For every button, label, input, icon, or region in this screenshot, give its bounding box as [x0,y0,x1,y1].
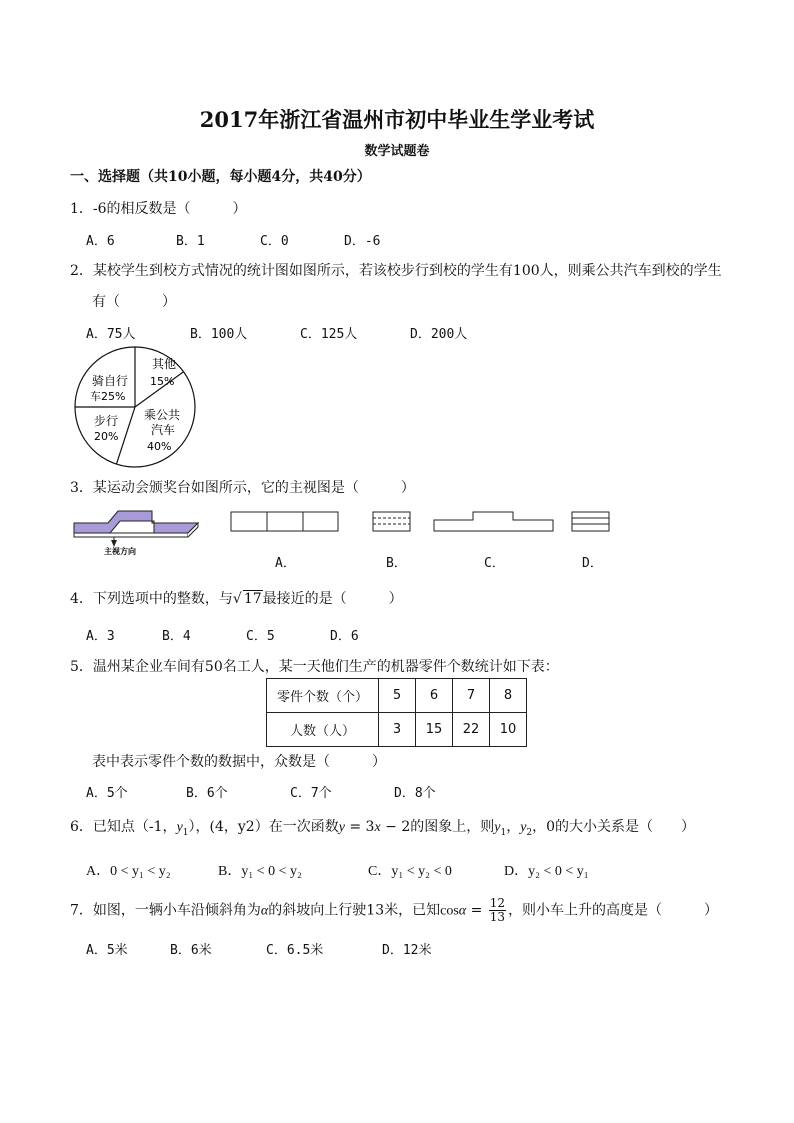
math-expression: y [338,820,345,835]
q1-options [86,230,380,249]
question-3 [70,477,415,497]
question-2-line2: 有（ ） [92,294,176,310]
sqrt-sign: √ [232,591,242,607]
view-direction-caption: 主视方向 [104,547,136,556]
question-text-d: ，0的大小关系是（ ） [532,819,696,835]
question-number: 5． [70,659,93,675]
fraction [489,897,506,924]
option-c: C．6.5米 [266,943,324,958]
option-b: B．4 [162,629,191,644]
math-alpha: α [260,903,269,919]
question-number: 7． [70,902,93,919]
option-c: C．5 [246,629,275,644]
question-number: 6． [70,819,93,835]
option-d-figure [571,511,611,533]
question-text-b: 的斜坡向上行驶13米，已知 [268,902,441,919]
question-5 [70,656,559,676]
table-cell: 7 [453,679,490,713]
section-heading: 一、选择题（共10小题，每小题4分，共40分） [70,169,371,185]
slice-label-bus-1: 乘公共 [144,408,181,422]
table-cell: 5 [379,679,416,713]
podium-top [74,511,198,533]
question-text-c: 的图象上，则 [410,819,495,835]
question-text: 温州某企业车间有50名工人，某一天他们生产的机器零件个数统计如下表： [92,659,559,675]
option-b: B．y₁ < 0 < y₂ [218,864,302,879]
option-c-figure [433,507,555,533]
option-b: B．1 [176,234,205,249]
table-cell: 15 [416,713,453,747]
question-text: 某运动会颁奖台如图所示，它的主视图是（ ） [92,480,415,496]
table-row [267,713,527,747]
slice-label-walk-2: 20% [94,430,119,443]
question-6: 6．已知点（-1，$y_1$），(4，y2）在一次函数y = 3x − 2的图象上，则$y_1$，$y_2$，0的大小关系是（ ） [70,819,696,838]
slice-label-walk-1: 步行 [94,414,119,428]
q4-options [86,625,359,644]
option-a: A．75人 [86,327,136,342]
table-row [267,679,527,713]
q3-option-c-label: C． [484,556,505,571]
math-y1: y [176,820,183,835]
option-a: A．0 < y₁ < y₂ [86,864,171,879]
table-cell: 8 [490,679,527,713]
slice-label-bus-2: 汽车 [151,423,176,437]
table-header: 人数（人） [267,713,379,747]
option-d: D．200人 [410,327,468,342]
question-number: 1． [70,201,93,217]
podium-figure [72,503,207,559]
question-text: 某校学生到校方式情况的统计图如图所示，若该校步行到校的学生有100人，则乘公共汽车到校的学生 [92,263,722,279]
q7-options [86,939,431,958]
question-5-followup: 表中表示零件个数的数据中，众数是（ ） [92,754,386,770]
q5-options [86,782,436,801]
option-b: B．6个 [186,786,228,801]
question-text-a: 已知点（-1， [92,819,177,835]
option-c: C．0 [260,234,289,249]
option-a: A．5个 [86,786,128,801]
option-c: C．7个 [290,786,332,801]
option-a-figure [230,511,340,533]
question-text: -6的相反数是（ ） [92,201,247,217]
q3-option-d-label: D． [582,556,603,571]
table-cell: 10 [490,713,527,747]
option-d: D．6 [330,629,359,644]
slice-label-other-2: 15% [150,375,175,388]
table-cell: 6 [416,679,453,713]
option-b-figure [372,511,412,533]
question-text-a: 如图，一辆小车沿倾斜角为 [92,902,261,919]
q3-option-a-label: A． [275,556,296,571]
question-text-before: 下列选项中的整数，与 [92,591,233,607]
option-d: D．y₂ < 0 < y₁ [504,864,589,879]
question-text-after: 最接近的是（ ） [262,591,403,607]
slice-label-bus-3: 40% [147,440,172,453]
option-c: C．y₁ < y₂ < 0 [368,864,452,879]
page-title: 2017年浙江省温州市初中毕业生学业考试 [199,107,595,132]
question-7: 7．如图，一辆小车沿倾斜角为α的斜坡向上行驶13米，已知cosα = $\frac{12}{13}$ ，则小车上升的高度是（ ） [70,896,719,924]
question-2 [70,260,722,280]
question-1 [70,198,247,218]
fraction-denominator: 13 [489,910,506,924]
option-a: A．6 [86,234,115,249]
option-b: B．100人 [190,327,248,342]
question-number: 2． [70,263,93,279]
question-4 [70,588,403,608]
option-c: C．125人 [300,327,358,342]
option-b: B．6米 [170,943,212,958]
option-a: A．5米 [86,943,128,958]
option-d: D．-6 [344,234,381,249]
question-text-c: ，则小车上升的高度是（ ） [508,902,719,919]
radicand: 17 [243,591,262,607]
table-cell: 22 [453,713,490,747]
pie-chart [70,340,205,475]
slice-label-bike-2: 车25% [90,390,126,403]
slice-label-other-1: 其他 [152,357,177,371]
option-d: D．12米 [382,943,432,958]
option-d: D．8个 [394,786,436,801]
q6-options [86,860,589,880]
question-number: 4． [70,591,93,607]
option-a: A．3 [86,629,115,644]
question-text-b: ），(4，y2）在一次函数 [188,819,339,835]
page-subtitle: 数学试题卷 [364,144,430,159]
frequency-table [266,678,527,747]
q3-option-b-label: B． [386,556,407,571]
slice-label-bike-1: 骑自行 [92,374,129,388]
table-header: 零件个数（个） [267,679,379,713]
fraction-numerator: 12 [489,896,506,910]
question-number: 3． [70,480,93,496]
table-cell: 3 [379,713,416,747]
